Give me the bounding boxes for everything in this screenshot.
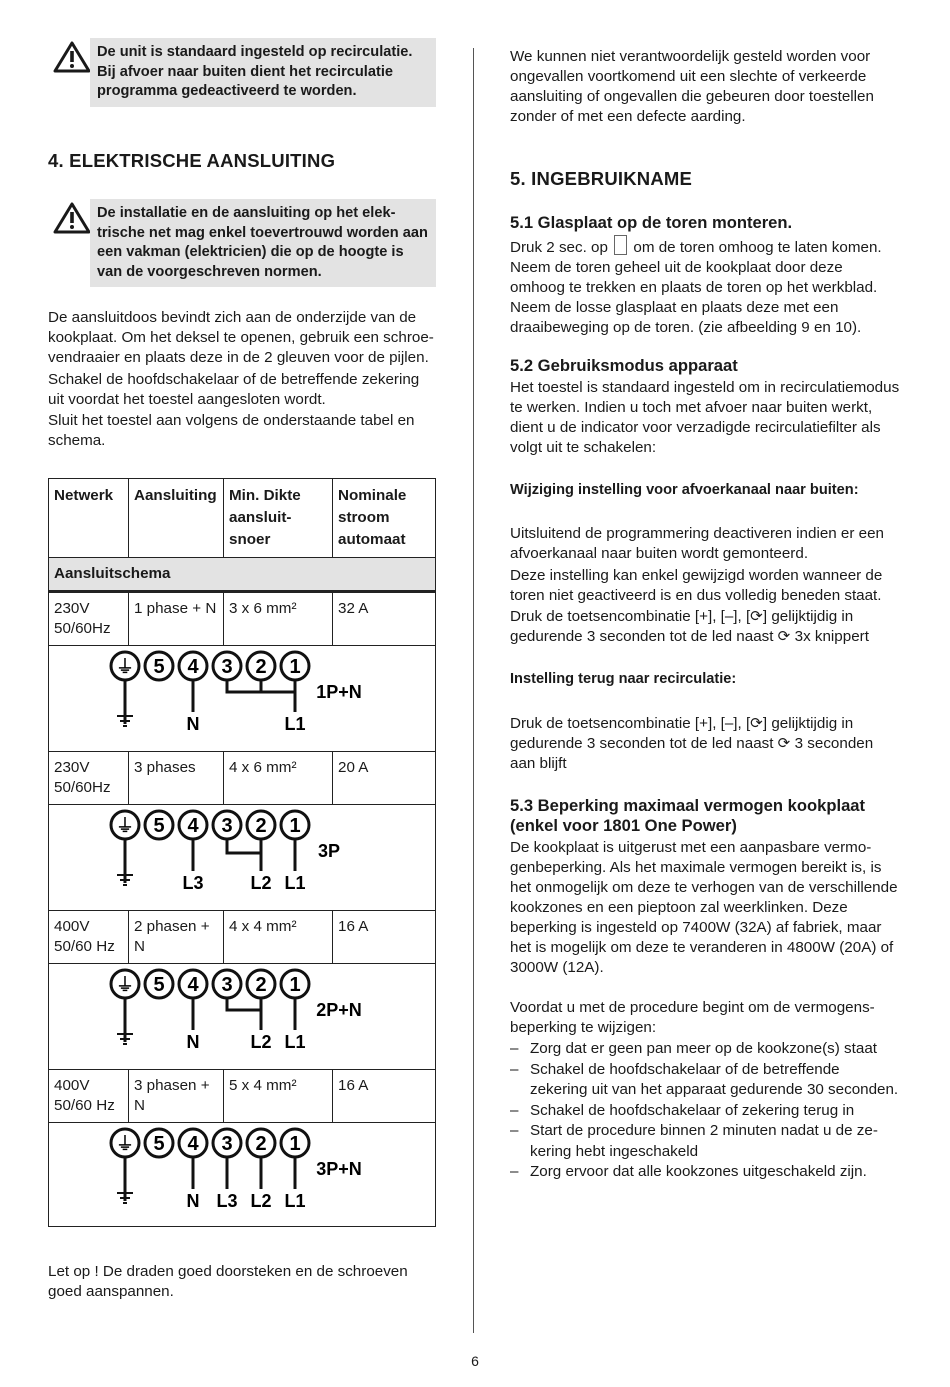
procedure-list — [510, 1039, 900, 1183]
schema-header-row — [49, 558, 436, 592]
header-aansluiting: Aansluiting — [129, 479, 224, 558]
dikte-cell: 5 x 4 mm² — [224, 1070, 333, 1123]
header-dikte: Min. Dikte aansluitsnoer — [224, 479, 333, 558]
section-4-title: 4. ELEKTRISCHE AANSLUITING — [48, 150, 336, 171]
terminal-line-label: N — [186, 714, 200, 734]
connection-table — [48, 478, 436, 1227]
page-number: 6 — [471, 1353, 479, 1369]
wiring-diagram — [107, 805, 377, 895]
diagram-row — [49, 1123, 436, 1227]
section-5-3-intro: Voordat u met de procedure begint om de vermogensbeperking te wijzigen: — [510, 999, 875, 1036]
dikte-cell: 4 x 6 mm² — [224, 752, 333, 805]
configuration-code: 3P — [317, 841, 341, 861]
section-5-2-title: 5.2 Gebruiksmodus apparaat — [510, 356, 738, 375]
paragraph-switch-off: Schakel de hoofdschakelaar of de betreffende zekering uit voordat het toestel aangesloten wordt. — [48, 371, 420, 408]
terminal-label: 3 — [221, 1133, 233, 1155]
list-item: – Schakel de hoofdschakelaar of de betreffende zekering uit van het apparaat gedurende 30 seconden. — [510, 1060, 900, 1101]
netwerk-cell: 400V 50/60 Hz — [49, 911, 129, 964]
terminal-line-label: L2 — [250, 1032, 272, 1052]
terminal-line-label: L1 — [284, 873, 306, 893]
stroom-cell: 32 A — [333, 592, 436, 646]
terminal-label: 1 — [289, 974, 301, 996]
list-item: – Schakel de hoofdschakelaar of zekering terug in — [510, 1101, 900, 1122]
terminal-label: 3 — [221, 656, 233, 678]
stroom-cell: 16 A — [333, 911, 436, 964]
terminal-label: 3 — [221, 815, 233, 837]
s51-text-b: om de toren omhoog te laten komen. Neem de toren geheel uit de kookplaat door deze omhoog te trekken en plaats de toren op het werkblad. Neem de losse glasplaat en plaats deze met een draaibeweging op de toren. (zie afbeelding 9 en 10). — [510, 239, 882, 336]
terminal-label: 1 — [289, 656, 301, 678]
terminal-label: 5 — [153, 974, 165, 996]
terminal-label: 2 — [255, 974, 267, 996]
terminal-line-label: N — [186, 1191, 200, 1211]
list-item: – Zorg ervoor dat alle kookzones uitgeschakeld zijn. — [510, 1162, 900, 1183]
warning-text: De installatie en de aansluiting op het elektrische net mag enkel toevertrouwd worden aan een vakman (elektricien) die op de hoogte is van de voorgeschreven normen. — [90, 199, 436, 287]
terminal-label: ⏚ — [116, 816, 134, 836]
warning-icon — [52, 40, 92, 74]
table-row — [49, 1070, 436, 1123]
terminal-line-label: L2 — [250, 1191, 272, 1211]
configuration-code: 3P+N — [316, 1159, 362, 1179]
netwerk-cell: 400V 50/60 Hz — [49, 1070, 129, 1123]
terug-paragraph: Druk de toetsencombinatie [+], [–], [⟳] gelijktijdig in gedurende 3 seconden tot de led naast ⟳ 3 seconden aan blijft — [510, 715, 874, 772]
terminal-line-label: L1 — [284, 714, 306, 734]
terminal-label: 1 — [289, 1133, 301, 1155]
wiring-diagram-cell — [49, 1123, 436, 1227]
terminal-label: 4 — [187, 1133, 199, 1155]
terminal-label: 5 — [153, 815, 165, 837]
terminal-label: 2 — [255, 815, 267, 837]
wiring-diagram — [107, 1123, 377, 1213]
table-header-row — [49, 479, 436, 558]
aansluiting-cell: 3 phases — [129, 752, 224, 805]
terminal-label: ⏚ — [116, 975, 134, 995]
schema-label: Aansluitschema — [49, 558, 436, 592]
terminal-label: 4 — [187, 656, 199, 678]
dikte-cell: 3 x 6 mm² — [224, 592, 333, 646]
section-5-1-text — [510, 235, 900, 338]
list-item: – Start de procedure binnen 2 minuten nadat u de zekering hebt ingeschakeld — [510, 1121, 900, 1162]
section-5-title: 5. INGEBRUIKNAME — [510, 168, 693, 189]
terminal-line-label: N — [186, 1032, 200, 1052]
aansluiting-cell: 2 phasen + N — [129, 911, 224, 964]
section-5-2-text: Het toestel is standaard ingesteld om in recirculatiemodus te werken. Indien u toch met afvoer naar buiten werkt, dient u de indicator voor verzadigde recirculatiefilter als volgt uit te schakelen: — [510, 379, 900, 456]
table-row — [49, 752, 436, 805]
header-stroom: Nominale stroom automaat — [333, 479, 436, 558]
terminal-label: 2 — [255, 656, 267, 678]
wijziging-paragraph-1: Uitsluitend de programmering deactiveren indien er een afvoerkanaal naar buiten wordt gemonteerd. — [510, 525, 884, 562]
wijziging-title: Wijziging instelling voor afvoerkanaal naar buiten: — [510, 482, 859, 498]
stroom-cell: 20 A — [333, 752, 436, 805]
aansluiting-cell: 1 phase + N — [129, 592, 224, 646]
section-5-3-text: De kookplaat is uitgerust met een aanpasbare vermogenbeperking. Als het maximale vermogen bereikt is, is het onmogelijk om deze te verhogen van de verschillende kookzones en een pieptoon zal weerklinken. Deze beperking is ingesteld op 7400W (32A) af fabriek, maar het is mogelijk om deze te veranderen in 4800W (20A) of 3000W (12A). — [510, 839, 898, 976]
terminal-line-label: L1 — [284, 1032, 306, 1052]
wijziging-paragraph-2: Deze instelling kan enkel gewijzigd worden wanneer de toren niet geactiveerd is en dus volledig beneden staat. — [510, 567, 883, 604]
tower-key-icon — [614, 235, 627, 255]
column-divider — [473, 48, 474, 1333]
terminal-label: 5 — [153, 656, 165, 678]
s51-text-a: Druk 2 sec. op — [510, 239, 608, 256]
table-row — [49, 911, 436, 964]
aansluiting-cell: 3 phasen + N — [129, 1070, 224, 1123]
diagram-row — [49, 805, 436, 911]
wiring-diagram-cell — [49, 964, 436, 1070]
paragraph-junction-box: De aansluitdoos bevindt zich aan de onderzijde van de kookplaat. Om het deksel te openen, gebruik een schroevendraaier en plaats deze in de 2 gleuven voor de pijlen. — [48, 309, 434, 366]
section-5-3-title: 5.3 Beperking maximaal vermogen kookplaat (enkel voor 1801 One Power) — [510, 796, 866, 835]
header-netwerk: Netwerk — [49, 479, 129, 558]
configuration-code: 2P+N — [316, 1000, 362, 1020]
terminal-label: 2 — [255, 1133, 267, 1155]
bridge-wire — [227, 998, 261, 1010]
footer-note: Let op ! De draden goed doorsteken en de schroeven goed aanspannen. — [48, 1263, 408, 1300]
wiring-diagram-cell — [49, 646, 436, 752]
terminal-label: 1 — [289, 815, 301, 837]
paragraph-liability: We kunnen niet verantwoordelijk gesteld worden voor ongevallen voortkomend uit een slechte of verkeerde aansluiting of ongevallen die gebeuren door toestellen zonder of met een defecte aarding. — [510, 48, 874, 125]
configuration-code: 1P+N — [316, 682, 362, 702]
diagram-row — [49, 646, 436, 752]
terminal-label: 3 — [221, 974, 233, 996]
terminal-label: ⏚ — [116, 1134, 134, 1154]
bridge-wire — [227, 839, 261, 853]
wiring-diagram — [107, 646, 377, 736]
terminal-label: 4 — [187, 974, 199, 996]
netwerk-cell: 230V 50/60Hz — [49, 752, 129, 805]
wijziging-paragraph-3: Druk de toetsencombinatie [+], [–], [⟳] gelijktijdig in gedurende 3 seconden tot de led naast ⟳ 3x knippert — [510, 608, 869, 645]
netwerk-cell: 230V 50/60Hz — [49, 592, 129, 646]
paragraph-connect: Sluit het toestel aan volgens de onderstaande tabel en schema. — [48, 412, 415, 449]
diagram-row — [49, 964, 436, 1070]
stroom-cell: 16 A — [333, 1070, 436, 1123]
terminal-label: 4 — [187, 815, 199, 837]
terminal-line-label: L3 — [216, 1191, 238, 1211]
warning-text: De unit is standaard ingesteld op recirculatie. Bij afvoer naar buiten dient het recirculatie programma gedeactiveerd te worden. — [90, 38, 436, 107]
terminal-label: ⏚ — [116, 657, 134, 677]
terminal-line-label: L1 — [284, 1191, 306, 1211]
section-5-1-title: 5.1 Glasplaat op de toren monteren. — [510, 213, 793, 232]
list-item: – Zorg dat er geen pan meer op de kookzone(s) staat — [510, 1039, 900, 1060]
terug-title: Instelling terug naar recirculatie: — [510, 671, 737, 687]
wiring-diagram-cell — [49, 805, 436, 911]
terminal-line-label: L3 — [182, 873, 204, 893]
terminal-line-label: L2 — [250, 873, 272, 893]
wiring-diagram — [107, 964, 377, 1054]
warning-icon — [52, 201, 92, 235]
terminal-label: 5 — [153, 1133, 165, 1155]
table-row — [49, 592, 436, 646]
dikte-cell: 4 x 4 mm² — [224, 911, 333, 964]
